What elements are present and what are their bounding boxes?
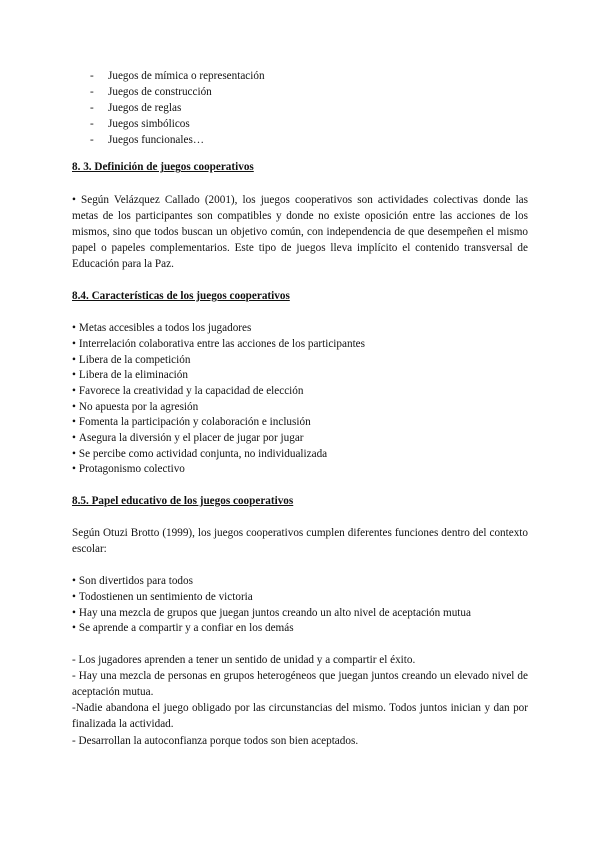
list-item: • Asegura la diversión y el placer de jugar por jugar [72,431,304,444]
functions-list [72,573,528,636]
intro-paragraph: Según Otuzi Brotto (1999), los juegos cooperativos cumplen diferentes funciones dentro del contexto escolar: [72,527,528,556]
list-item: • Protagonismo colectivo [72,463,185,476]
list-item: -Nadie abandona el juego obligado por las circunstancias del mismo. Todos juntos inician y dan por finalizada la actividad. [72,702,528,731]
list-item: • Fomenta la participación y colaboración e inclusión [72,416,311,429]
document-page [72,68,528,749]
list-item: • Interrelación colaborativa entre las acciones de los participantes [72,337,366,350]
section-heading-8-4: 8.4. Características de los juegos cooperativos [72,290,290,303]
list-item: - Desarrollan la autoconfianza porque todos son bien aceptados. [72,734,359,747]
list-item: • Se percibe como actividad conjunta, no individualizada [72,447,328,460]
characteristics-list [72,320,528,477]
list-item: - Juegos de construcción [90,86,212,99]
list-item: - Hay una mezcla de personas en grupos heterogéneos que juegan juntos creando un elevado nivel de aceptación mutua. [72,670,528,699]
list-item: • Todostienen un sentimiento de victoria [72,590,253,603]
list-item: • Son divertidos para todos [72,575,193,588]
list-item: - Los jugadores aprenden a tener un sentido de unidad y a compartir el éxito. [72,654,416,667]
section-heading-8-5: 8.5. Papel educativo de los juegos cooperativos [72,495,294,507]
list-item: - Juegos de mímica o representación [90,70,265,82]
list-item: • Metas accesibles a todos los jugadores [72,322,252,335]
list-item: • No apuesta por la agresión [72,400,199,413]
list-item: - Juegos funcionales… [90,134,205,147]
list-item: • Favorece la creatividad y la capacidad de elección [72,384,304,397]
list-item: • Hay una mezcla de grupos que juegan juntos creando un alto nivel de aceptación mutua [72,606,471,619]
section-heading-8-3: 8. 3. Definición de juegos cooperativos [72,161,254,174]
list-item: • Libera de la competición [72,353,191,366]
list-item: • Se aprende a compartir y a confiar en los demás [72,622,294,635]
game-types-list [72,68,528,148]
outcomes-list [72,652,528,749]
definition-paragraph: • Según Velázquez Callado (2001), los juegos cooperativos son actividades colectivas donde las metas de los participantes son compatibles y donde no existe oposición entre las acciones de los mismos, sino que todos buscan un objetivo común, con independencia de que desempeñen el mismo papel o papeles complementarios. Este tipo de juegos lleva implícito el contenido transversal de Educación para la Paz. [72,193,528,270]
list-item: - Juegos simbólicos [90,118,190,131]
list-item: - Juegos de reglas [90,102,182,115]
list-item: • Libera de la eliminación [72,369,188,382]
